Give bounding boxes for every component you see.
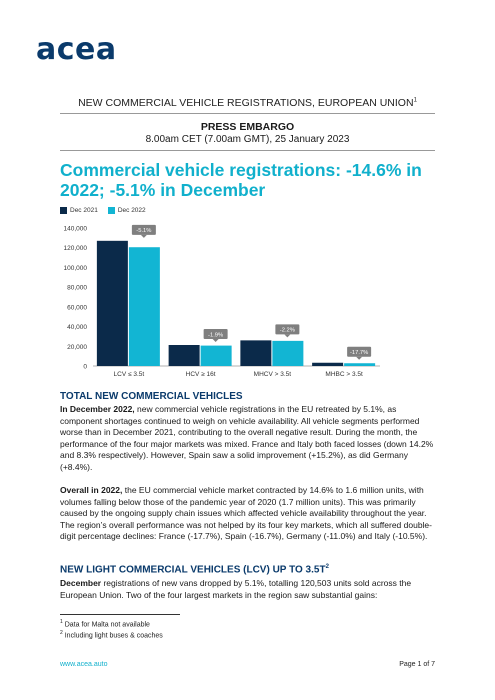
- bar-dec2022: [272, 341, 303, 366]
- paragraph-lcv-text: registrations of new vans dropped by 5.1%, totalling 120,503 units sold across the European Union. Two of the four largest markets in the region saw substantial gains:: [60, 578, 412, 600]
- footnote-2-number: 2: [60, 630, 63, 636]
- legend-swatch-dec2022: [108, 207, 115, 214]
- paragraph-december: [60, 404, 438, 474]
- y-tick-label: 100,000: [63, 264, 87, 272]
- headline: Commercial vehicle registrations: -14.6% in 2022; -5.1% in December: [60, 160, 422, 200]
- paragraph-lcv-lead: December: [60, 578, 102, 588]
- bar-dec2021: [312, 363, 343, 366]
- footer-page-number: Page 1 of 7: [399, 661, 435, 668]
- data-label: -1.9%: [208, 332, 224, 339]
- bar-dec2022: [344, 363, 375, 366]
- legend-label-dec2021: Dec 2021: [70, 207, 98, 215]
- data-label: -5.1%: [136, 228, 152, 235]
- bar-dec2021: [97, 241, 128, 366]
- bar-dec2022: [129, 247, 160, 366]
- chart-legend: [60, 207, 146, 214]
- footnote-2-text: Including light buses & coaches: [62, 632, 163, 640]
- y-tick-label: 120,000: [63, 245, 87, 253]
- bar-dec2022: [201, 346, 232, 366]
- data-label: -2.2%: [279, 327, 295, 334]
- data-label-pointer: [284, 334, 290, 337]
- release-title-text: NEW COMMERCIAL VEHICLE REGISTRATIONS, EUROPEAN UNION: [78, 97, 414, 109]
- acea-logo: acea: [36, 32, 117, 67]
- release-title: [0, 97, 495, 109]
- embargo-time: 8.00am CET (7.00am GMT), 25 January 2023: [145, 134, 350, 145]
- footnote-ref-1: 1: [413, 97, 417, 104]
- legend-item-dec2022: [108, 207, 146, 214]
- section-heading-lcv: [60, 564, 329, 575]
- x-tick-label: MHCV > 3.5t: [253, 371, 292, 378]
- paragraph-overall-text: the EU commercial vehicle market contracted by 14.6% to 1.6 million units, with volumes falling below those of the pandemic year of 2020 (1.7 million units). This was primarily caused by the ongoing supply chain issues which affected vehicle availability throughout the year. The region’s overall performance was not helped by its four key markets, which all suffered double-digit percentage declines: France (-17.7%), Spain (-16.7%), Germany (-11.0%) and Italy (-10.5%).: [60, 485, 432, 542]
- y-tick-label: 140,000: [63, 225, 87, 233]
- x-tick-label: HCV ≥ 16t: [185, 371, 216, 378]
- footnote-ref-2: 2: [325, 564, 329, 570]
- section-heading-lcv-text: NEW LIGHT COMMERCIAL VEHICLES (LCV) UP TO 3.5T: [60, 564, 326, 576]
- data-label-pointer: [356, 357, 362, 360]
- paragraph-lcv: [60, 578, 438, 601]
- section-heading-total: TOTAL NEW COMMERCIAL VEHICLES: [60, 391, 243, 402]
- paragraph-overall-lead: Overall in 2022,: [60, 485, 123, 495]
- footnote-1: [60, 619, 150, 628]
- divider-top: [60, 113, 435, 114]
- divider-bottom: [60, 150, 435, 151]
- press-embargo: PRESS EMBARGO: [200, 121, 295, 133]
- footer-website-link[interactable]: www.acea.auto: [60, 661, 108, 668]
- legend-label-dec2022: Dec 2022: [117, 207, 146, 215]
- legend-item-dec2021: [60, 207, 98, 214]
- footnote-1-text: Data for Malta not available: [62, 621, 150, 629]
- x-tick-label: MHBC > 3.5t: [325, 371, 363, 378]
- paragraph-december-text: new commercial vehicle registrations in the EU retreated by 5.1%, as component shortages continued to weigh on vehicle availability. All vehicle segments performed worse than in December 2021, contributing to the overall negative result. During the month, the performance of the four major markets was mixed. France and Italy both faced losses (down 14.2% and 8.3% respectively). However, Spain saw a solid improvement (+15.2%), as did Germany (+8.4%).: [60, 404, 434, 472]
- x-tick-label: LCV ≤ 3.5t: [113, 371, 145, 378]
- footnote-2: [60, 630, 163, 639]
- y-tick-label: 80,000: [67, 284, 87, 292]
- registrations-bar-chart: [55, 220, 385, 388]
- paragraph-overall: [60, 485, 438, 543]
- bar-dec2021: [240, 340, 271, 366]
- legend-swatch-dec2021: [60, 207, 67, 214]
- y-tick-label: 0: [83, 363, 87, 371]
- footnote-1-number: 1: [60, 619, 63, 625]
- data-label: -17.7%: [349, 350, 369, 357]
- bar-dec2021: [169, 345, 200, 366]
- y-tick-label: 60,000: [67, 304, 87, 312]
- paragraph-december-lead: In December 2022,: [60, 404, 135, 414]
- y-tick-label: 20,000: [67, 343, 87, 351]
- data-label-pointer: [141, 235, 147, 238]
- data-label-pointer: [213, 339, 219, 342]
- y-tick-label: 40,000: [67, 324, 87, 332]
- footnote-rule: [60, 614, 180, 615]
